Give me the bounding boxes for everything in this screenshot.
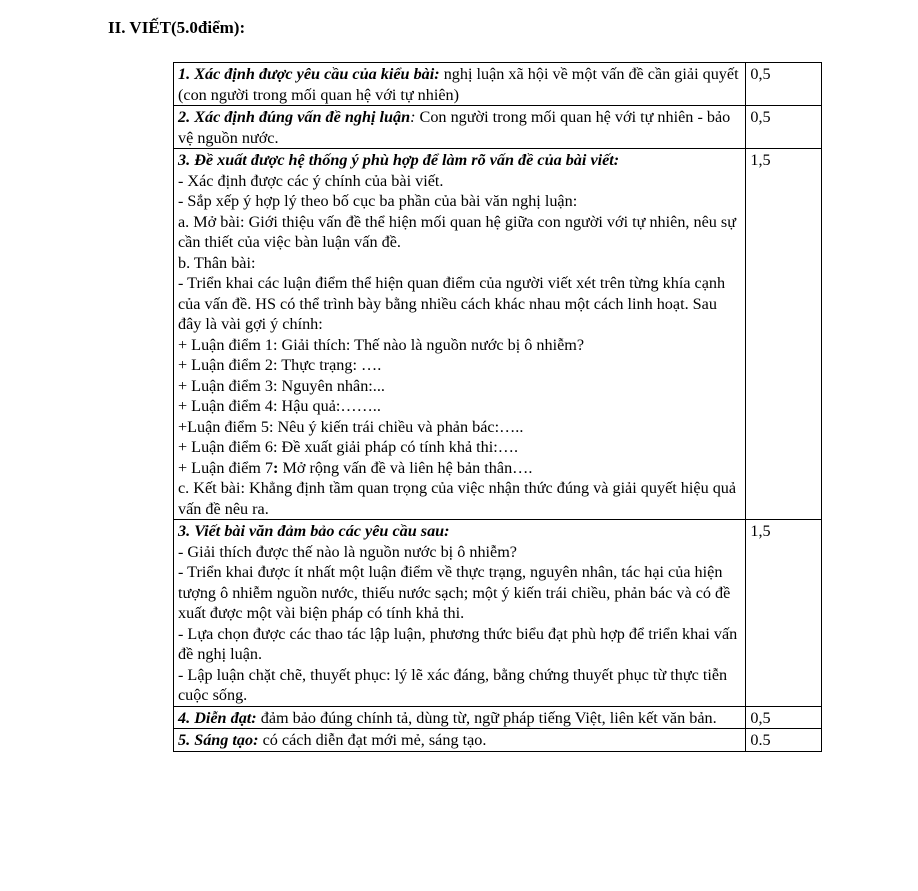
table-row xyxy=(174,706,822,729)
list-item: - Xác định được các ý chính của bài viết. xyxy=(178,171,444,190)
criterion-text: có cách diễn đạt mới mẻ, sáng tạo. xyxy=(258,731,487,749)
table-row xyxy=(174,149,822,520)
list-item: c. Kết bài: Khẳng định tầm quan trọng của việc nhận thức đúng và giải quyết hiệu quả vấn đề nêu ra. xyxy=(178,479,737,518)
criterion-title: 3. Đề xuất được hệ thống ý phù hợp để làm rõ vấn đề của bài viết: xyxy=(178,151,620,169)
criterion-text: đảm bảo đúng chính tả, dùng từ, ngữ pháp tiếng Việt, liên kết văn bản. xyxy=(256,708,717,727)
list-item: - Triển khai các luận điểm thể hiện quan điểm của người viết xét trên từng khía cạnh của vấn đề. HS có thể trình bày bằng nhiều cách khác nhau một cách linh hoạt. Sau đây là vài gợi ý chính: xyxy=(178,274,726,333)
criterion-title: 1. Xác định được yêu cầu của kiểu bài: xyxy=(178,65,440,83)
list-item: - Lựa chọn được các thao tác lập luận, phương thức biểu đạt phù hợp để triển khai vấn đề nghị luận. xyxy=(178,624,738,663)
list-item: - Lập luận chặt chẽ, thuyết phục: lý lẽ xác đáng, bằng chứng thuyết phục từ thực tiễn cuộc sống. xyxy=(178,665,728,704)
criterion-cell xyxy=(174,149,746,520)
list-item: + Luận điểm 6: Đề xuất giải pháp có tính khả thi:…. xyxy=(178,438,519,456)
list-item: +Luận điểm 5: Nêu ý kiến trái chiều và phản bác:….. xyxy=(178,417,524,436)
criterion-title: 2. Xác định đúng vấn đề nghị luận xyxy=(178,108,411,126)
criterion-colon: : xyxy=(410,108,416,126)
table-row xyxy=(174,729,822,752)
score-cell: 0,5 xyxy=(746,706,822,729)
list-item: + Luận điểm 2: Thực trạng: …. xyxy=(178,356,382,374)
list-item: - Triển khai được ít nhất một luận điểm về thực trạng, nguyên nhân, tác hại của hiện tượng ô nhiễm nguồn nước, thiếu nước sạch; một ý kiến trái chiều, phản bác và có đề xuất được một vài biện pháp có tính khả thi. xyxy=(178,563,731,622)
score-cell: 1,5 xyxy=(746,149,822,520)
score-cell: 0.5 xyxy=(746,729,822,752)
list-item: + Luận điểm 7: Mở rộng vấn đề và liên hệ bản thân…. xyxy=(178,458,533,477)
criterion-cell xyxy=(174,106,746,149)
table-row xyxy=(174,520,822,707)
list-item: a. Mở bài: Giới thiệu vấn đề thể hiện mối quan hệ giữa con người với tự nhiên, nêu sự cần thiết của việc bàn luận vấn đề. xyxy=(178,212,737,251)
list-item: b. Thân bài: xyxy=(178,253,256,272)
grading-table xyxy=(173,62,822,752)
criterion-text: nghị luận xã hội về một vấn đề cần giải quyết (con người trong mối quan hệ với tự nhiên) xyxy=(178,65,739,104)
score-cell: 0,5 xyxy=(746,63,822,106)
list-item: + Luận điểm 3: Nguyên nhân:... xyxy=(178,376,385,395)
table-row xyxy=(174,106,822,149)
list-item: + Luận điểm 1: Giải thích: Thế nào là nguồn nước bị ô nhiễm? xyxy=(178,335,585,354)
criterion-cell xyxy=(174,63,746,106)
criterion-title: 5. Sáng tạo: xyxy=(178,731,259,749)
list-item: + Luận điểm 4: Hậu quả:…….. xyxy=(178,397,381,415)
criterion-cell xyxy=(174,729,746,752)
table-row xyxy=(174,63,822,106)
criterion-title: 4. Diễn đạt: xyxy=(178,708,257,727)
criterion-cell xyxy=(174,520,746,707)
list-item: - Giải thích được thế nào là nguồn nước bị ô nhiễm? xyxy=(178,542,517,561)
criterion-cell xyxy=(174,706,746,729)
section-heading: II. VIẾT(5.0điểm): xyxy=(108,18,246,37)
score-cell: 1,5 xyxy=(746,520,822,707)
score-cell: 0,5 xyxy=(746,106,822,149)
criterion-text: Con người trong mối quan hệ với tự nhiên - bảo vệ nguồn nước. xyxy=(178,108,731,147)
list-item: - Sắp xếp ý hợp lý theo bố cục ba phần của bài văn nghị luận: xyxy=(178,192,578,210)
criterion-title: 3. Viết bài văn đảm bảo các yêu cầu sau: xyxy=(178,522,450,540)
